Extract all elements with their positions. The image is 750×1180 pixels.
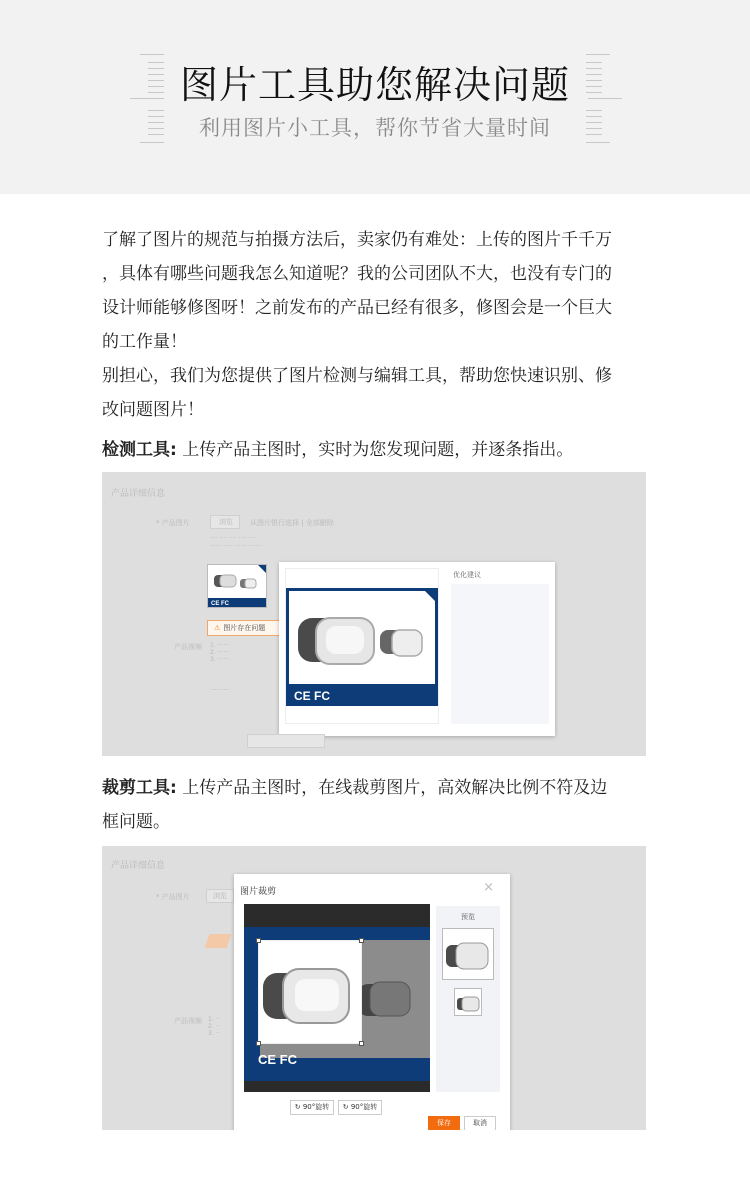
faint-box bbox=[247, 734, 325, 748]
crop-tool-text: 上传产品主图时，在线裁剪图片，高效解决比例不符及边 bbox=[176, 778, 608, 798]
intro-line: 别担心，我们为您提供了图片检测与编辑工具，帮助您快速识别、修 bbox=[102, 366, 612, 386]
field-label: * 产品图片 bbox=[156, 519, 190, 527]
vr-headset-icon bbox=[259, 941, 363, 1045]
save-button[interactable]: 保存 bbox=[428, 1116, 460, 1130]
reassure-paragraph bbox=[102, 359, 650, 427]
detect-tool-screenshot bbox=[102, 472, 646, 756]
desc-label: 产品视频 bbox=[174, 1017, 202, 1025]
preview-panel bbox=[436, 906, 500, 1092]
hint-line: ······ ····· ······ ······· bbox=[210, 543, 262, 550]
cancel-button[interactable]: 取消 bbox=[464, 1116, 496, 1130]
crop-canvas[interactable] bbox=[244, 904, 430, 1092]
thumbnail-peek bbox=[204, 934, 231, 948]
rotate-right-icon: ↻ bbox=[342, 1103, 349, 1111]
intro-line: ，具体有哪些问题我怎么知道呢？我的公司团队不大，也没有专门的 bbox=[102, 264, 612, 284]
crop-handle[interactable] bbox=[359, 1041, 364, 1046]
certification-marks: CE FC bbox=[258, 1052, 297, 1067]
vr-headset-icon bbox=[208, 565, 266, 599]
header-banner bbox=[0, 0, 750, 194]
rotate-left-button[interactable]: ↻ 90°旋转 bbox=[290, 1100, 334, 1115]
vr-headset-icon bbox=[455, 989, 483, 1017]
certification-marks: CE FC bbox=[294, 689, 330, 703]
page-subtitle: 利用图片小工具，帮你节省大量时间 bbox=[199, 116, 551, 140]
crop-dialog-title: 图片裁剪 bbox=[240, 887, 277, 897]
crop-tool-description bbox=[102, 771, 650, 839]
intro-line: 的工作量！ bbox=[102, 332, 187, 352]
desc-lines: 1. ······ 2. ······ 3. ······ bbox=[210, 642, 230, 663]
section-title: 产品详细信息 bbox=[111, 489, 166, 499]
certification-marks: CE FC bbox=[211, 601, 229, 607]
crop-handle[interactable] bbox=[256, 938, 261, 943]
hint-line: ···· ···· ···· ···· ···· bbox=[210, 535, 256, 542]
image-bank-hint: 从图片银行选择 | 全部删除 bbox=[250, 519, 334, 527]
warning-icon: ⚠ bbox=[214, 624, 221, 632]
intro-line: 改问题图片！ bbox=[102, 400, 204, 420]
intro-line: 了解了图片的规范与拍摄方法后，卖家仍有难处：上传的图片千千万 bbox=[102, 230, 612, 250]
desc-link: ········· bbox=[210, 686, 231, 694]
intro-line: 设计师能够修图呀！之前发布的产品已经有很多，修图会是一个巨大 bbox=[102, 298, 612, 318]
image-crop-dialog bbox=[234, 874, 510, 1130]
crop-handle[interactable] bbox=[359, 938, 364, 943]
desc-lines: 1. ·· 2. ·· 3. ·· bbox=[208, 1016, 220, 1037]
rotate-right-button[interactable]: ↻ 90°旋转 bbox=[338, 1100, 382, 1115]
intro-paragraph bbox=[102, 223, 650, 359]
browse-button[interactable]: 浏览 bbox=[206, 889, 234, 903]
product-image-large bbox=[286, 588, 438, 706]
crop-handle[interactable] bbox=[256, 1041, 261, 1046]
image-check-dialog bbox=[279, 562, 555, 736]
uploaded-thumbnail[interactable] bbox=[207, 564, 267, 608]
detect-tool-label: 检测工具: bbox=[102, 440, 177, 460]
section-title: 产品详细信息 bbox=[111, 861, 166, 871]
preview-large bbox=[442, 928, 494, 980]
suggestion-panel bbox=[451, 584, 549, 724]
field-label: * 产品图片 bbox=[156, 893, 190, 901]
preview-small bbox=[454, 988, 482, 1016]
crop-selection[interactable] bbox=[258, 940, 362, 1044]
detect-tool-description bbox=[102, 433, 650, 467]
rotate-left-icon: ↻ bbox=[294, 1103, 301, 1111]
detect-tool-text: 上传产品主图时，实时为您发现问题，并逐条指出。 bbox=[176, 440, 574, 460]
vr-headset-icon bbox=[443, 929, 495, 981]
crop-tool-screenshot bbox=[102, 846, 646, 1130]
suggest-title: 优化建议 bbox=[453, 571, 481, 579]
crop-tool-label: 裁剪工具: bbox=[102, 778, 177, 798]
image-warning-badge[interactable]: ⚠ 图片存在问题 bbox=[207, 620, 281, 636]
vr-headset-icon bbox=[286, 588, 438, 684]
browse-button[interactable]: 浏览 bbox=[210, 515, 240, 529]
page-title: 图片工具助您解决问题 bbox=[179, 63, 570, 107]
desc-label: 产品视频 bbox=[174, 643, 202, 651]
product-image bbox=[208, 565, 266, 607]
crop-tool-text: 框问题。 bbox=[102, 812, 170, 832]
close-icon[interactable]: × bbox=[483, 880, 494, 895]
preview-label: 预览 bbox=[461, 913, 475, 921]
